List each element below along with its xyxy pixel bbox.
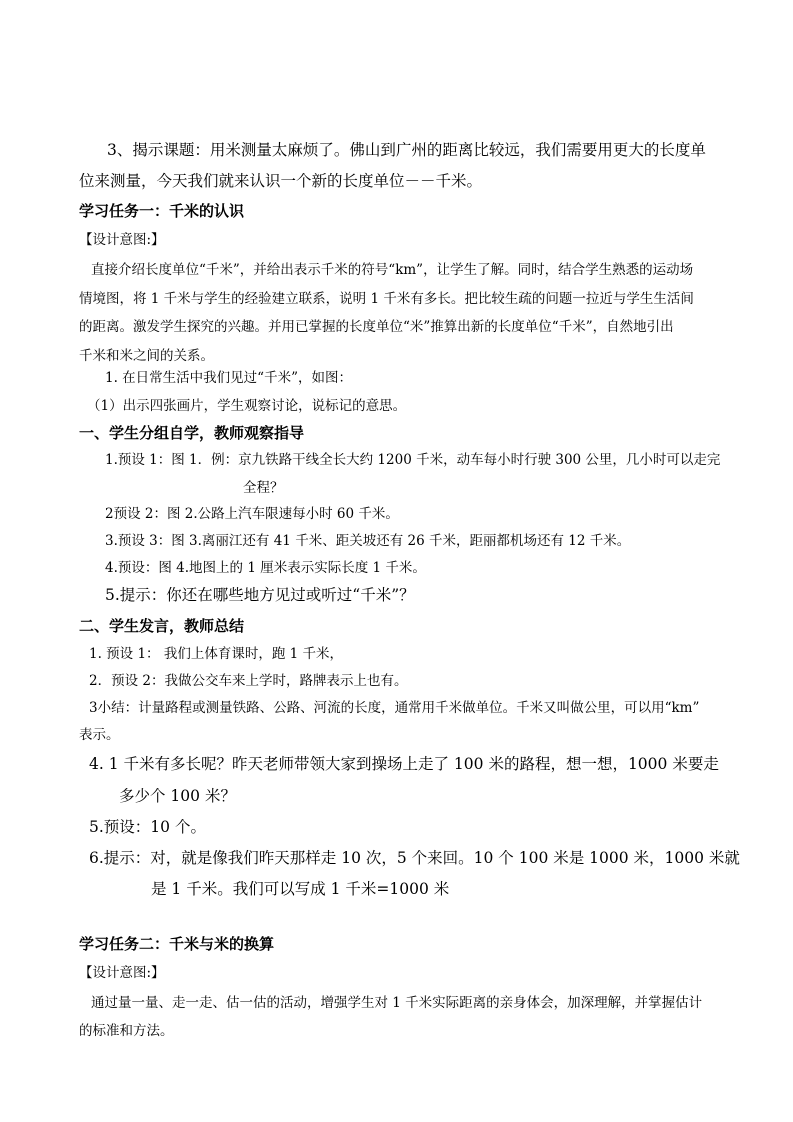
section1-item-5: 5.提示：你还在哪些地方见过或听过“千米”？ <box>105 586 415 604</box>
task1-item-1: 1. 在日常生活中我们见过“千米”，如图： <box>105 370 352 386</box>
section2-item-6-cont: 是 1 千米。我们可以写成 1 千米=1000 米 <box>151 880 450 898</box>
task1-intent-line-2: 情境图，将 1 千米与学生的经验建立联系，说明 1 千米有多长。把比较生疏的问题一拉近与学生生活间 <box>79 291 694 307</box>
section2-item-3-cont: 表示。 <box>79 727 120 743</box>
section1-item-3: 3.预设 3：图 3.离丽江还有 41 千米、距关坡还有 26 千米，距丽都机场还有 12 千米。 <box>105 533 631 549</box>
section1-item-4: 4.预设：图 4.地图上的 1 厘米表示实际长度 1 千米。 <box>105 560 426 576</box>
section2-item-4-cont: 多少个 100 米？ <box>119 787 236 805</box>
section1-item-1-cont: 全程？ <box>243 480 284 496</box>
section1-item-2: 2预设 2：图 2.公路上汽车限速每小时 60 千米。 <box>105 506 399 522</box>
section2-item-6: 6.提示：对，就是像我们昨天那样走 10 次，5 个来回。10 个 100 米是 1000 米，1000 米就 <box>89 849 740 867</box>
section2-item-1: 1. 预设 1： 我们上体育课时，跑 1 千米， <box>89 646 344 662</box>
section2-item-2: 2．预设 2：我做公交车来上学时，路牌表示上也有。 <box>89 673 408 689</box>
task2-heading: 学习任务二：千米与米的换算 <box>79 935 275 953</box>
section2-item-5: 5.预设：10 个。 <box>89 818 206 836</box>
task2-intent-line-1: 通过量一量、走一走、估一估的活动，增强学生对 1 千米实际距离的亲身体会，加深理解，并掌握估计 <box>91 995 703 1011</box>
section1-item-1: 1.预设 1：图 1．例：京九铁路干线全长大约 1200 千米，动车每小时行驶 300 公里，几小时可以走完 <box>105 452 721 468</box>
section2-item-3: 3小结：计量路程或测量铁路、公路、河流的长度，通常用千米做单位。千米又叫做公里，可以用“km” <box>89 700 700 716</box>
task1-item-1-sub: （1）出示四张画片，学生观察讨论，说标记的意思。 <box>87 398 407 414</box>
task1-intent-line-1: 直接介绍长度单位“千米”，并给出表示千米的符号“km”，让学生了解。同时，结合学生熟悉的运动场 <box>91 262 694 278</box>
task2-intent-label: 【设计意图:】 <box>79 965 165 981</box>
task1-intent-line-3: 的距离。激发学生探究的兴趣。并用已掌握的长度单位“米”推算出新的长度单位“千米”，自然地引出 <box>79 319 674 335</box>
section1-heading: 一、学生分组自学，教师观察指导 <box>79 424 305 442</box>
intro-line-1: 3、揭示课题：用米测量太麻烦了。佛山到广州的距离比较远，我们需要用更大的长度单 <box>107 141 706 159</box>
section2-item-4: 4. 1 千米有多长呢？昨天老师带领大家到操场上走了 100 米的路程，想一想，1000 米要走 <box>89 755 719 773</box>
task1-intent-line-4: 千米和米之间的关系。 <box>79 348 214 364</box>
task1-heading: 学习任务一：千米的认识 <box>79 202 245 220</box>
task1-intent-label: 【设计意图:】 <box>79 232 165 248</box>
task2-intent-line-2: 的标准和方法。 <box>79 1023 174 1039</box>
intro-line-2: 位来测量，今天我们就来认识一个新的长度单位－－千米。 <box>79 172 483 190</box>
section2-heading: 二、学生发言，教师总结 <box>79 617 245 635</box>
